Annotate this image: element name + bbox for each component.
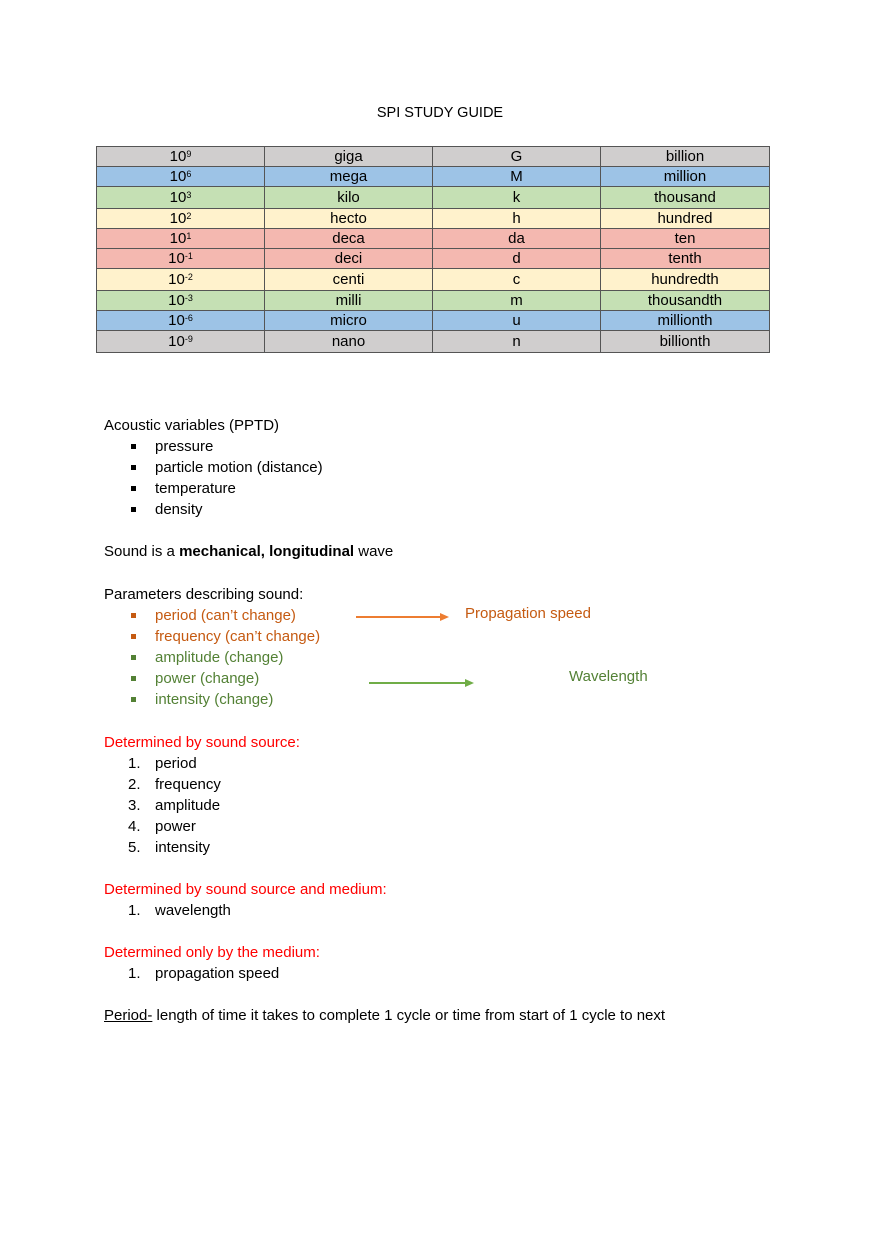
bullet-icon	[131, 697, 136, 702]
parameters-section	[104, 584, 320, 710]
source-section	[104, 732, 300, 858]
list-item: period (can’t change)	[104, 605, 320, 626]
period-term: Period-	[104, 1007, 153, 1024]
medium-section	[104, 942, 320, 984]
bullet-icon	[131, 676, 136, 681]
symbol-cell: d	[433, 249, 601, 269]
symbol-cell: da	[433, 229, 601, 249]
sound-definition: Sound is a mechanical, longitudinal wave	[104, 543, 394, 560]
prefix-cell: deci	[265, 249, 433, 269]
bullet-icon	[131, 634, 136, 639]
power-cell: $10^{-3}$	[97, 291, 265, 311]
parameters-heading: Parameters describing sound:	[104, 586, 304, 603]
list-item: density	[104, 499, 323, 520]
period-text: length of time it takes to complete 1 cycle or time from start of 1 cycle to next	[152, 1007, 666, 1024]
table-row	[97, 331, 770, 353]
list-item: frequency (can’t change)	[104, 626, 320, 647]
propagation-speed-label: Propagation speed	[465, 605, 591, 622]
power-cell: $10^{-9}$	[97, 331, 265, 353]
prefix-cell: giga	[265, 147, 433, 167]
symbol-cell: m	[433, 291, 601, 311]
list-item: 1. propagation speed	[128, 965, 280, 982]
table-row	[97, 229, 770, 249]
acoustic-variables-section	[104, 415, 323, 520]
list-item: intensity (change)	[104, 689, 320, 710]
name-cell: billionth	[601, 331, 770, 353]
power-cell: $10^{-2}$	[97, 269, 265, 291]
prefix-cell: mega	[265, 167, 433, 187]
power-cell: $10^9$	[97, 147, 265, 167]
symbol-cell: n	[433, 331, 601, 353]
prefix-cell: milli	[265, 291, 433, 311]
bullet-icon	[131, 507, 136, 512]
table-row	[97, 269, 770, 291]
medium-heading: Determined only by the medium:	[104, 944, 320, 961]
prefix-cell: kilo	[265, 187, 433, 209]
symbol-cell: c	[433, 269, 601, 291]
name-cell: hundredth	[601, 269, 770, 291]
orange-arrow-icon	[354, 610, 450, 624]
symbol-cell: k	[433, 187, 601, 209]
name-cell: thousand	[601, 187, 770, 209]
name-cell: billion	[601, 147, 770, 167]
list-item: 3. amplitude	[128, 797, 221, 814]
list-item: power (change)	[104, 668, 320, 689]
power-cell: $10^3$	[97, 187, 265, 209]
name-cell: tenth	[601, 249, 770, 269]
list-item: 1. period	[128, 755, 197, 772]
table-row	[97, 311, 770, 331]
bullet-icon	[131, 486, 136, 491]
green-arrow-icon	[367, 676, 475, 690]
symbol-cell: u	[433, 311, 601, 331]
list-item: 1. wavelength	[128, 902, 231, 919]
source-medium-heading: Determined by sound source and medium:	[104, 881, 387, 898]
list-item: 4. power	[128, 818, 196, 835]
list-item: amplitude (change)	[104, 647, 320, 668]
power-cell: $10^{-1}$	[97, 249, 265, 269]
list-item: 2. frequency	[128, 776, 221, 793]
bullet-icon	[131, 465, 136, 470]
table-row	[97, 147, 770, 167]
prefix-cell: centi	[265, 269, 433, 291]
power-cell: $10^6$	[97, 167, 265, 187]
name-cell: millionth	[601, 311, 770, 331]
bullet-icon	[131, 444, 136, 449]
list-item: pressure	[104, 436, 323, 457]
wavelength-label: Wavelength	[569, 668, 648, 685]
symbol-cell: h	[433, 209, 601, 229]
list-item: temperature	[104, 478, 323, 499]
bullet-icon	[131, 655, 136, 660]
prefix-cell: nano	[265, 331, 433, 353]
sound-definition-bold: mechanical, longitudinal	[179, 543, 355, 560]
prefix-cell: deca	[265, 229, 433, 249]
name-cell: hundred	[601, 209, 770, 229]
name-cell: thousandth	[601, 291, 770, 311]
period-definition	[104, 1005, 665, 1026]
bullet-icon	[131, 613, 136, 618]
symbol-cell: G	[433, 147, 601, 167]
symbol-cell: M	[433, 167, 601, 187]
list-item: particle motion (distance)	[104, 457, 323, 478]
power-cell: $10^2$	[97, 209, 265, 229]
source-medium-section	[104, 879, 387, 921]
name-cell: ten	[601, 229, 770, 249]
power-cell: $10^{-6}$	[97, 311, 265, 331]
power-cell: $10^1$	[97, 229, 265, 249]
metric-prefix-table	[96, 146, 770, 353]
prefix-cell: hecto	[265, 209, 433, 229]
table-row	[97, 209, 770, 229]
table-row	[97, 187, 770, 209]
prefix-cell: micro	[265, 311, 433, 331]
table-row	[97, 167, 770, 187]
table-row	[97, 249, 770, 269]
name-cell: million	[601, 167, 770, 187]
list-item: 5. intensity	[128, 839, 211, 856]
source-heading: Determined by sound source:	[104, 734, 300, 751]
page-title: SPI STUDY GUIDE	[376, 105, 504, 121]
table-row	[97, 291, 770, 311]
acoustic-heading: Acoustic variables (PPTD)	[104, 417, 280, 434]
